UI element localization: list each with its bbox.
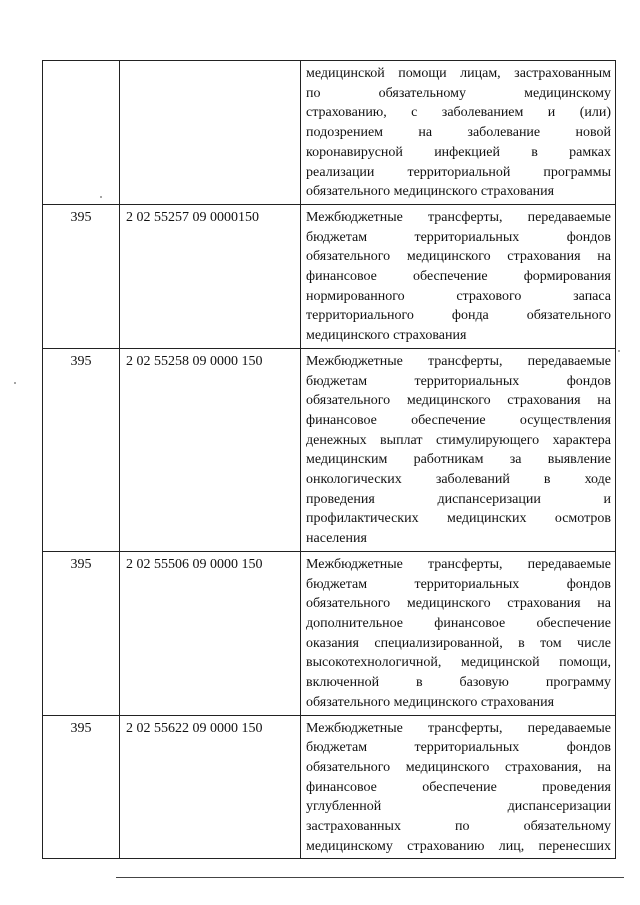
description-line: медицинским работникам за выявление — [306, 452, 611, 468]
budget-classification-code-cell: 2 02 55622 09 0000 150 — [120, 715, 301, 859]
description-text — [301, 349, 615, 551]
description-text — [301, 552, 615, 715]
description-line: обязательного медицинского страхования, на — [306, 759, 611, 775]
description-line: финансовое обеспечение проведения — [306, 779, 611, 795]
table-row — [43, 61, 616, 205]
admin-code-cell: 395 — [43, 348, 120, 551]
scan-speck — [100, 196, 102, 198]
admin-code-cell: 395 — [43, 551, 120, 715]
description-line: нормированного страхового запаса — [306, 288, 611, 304]
description-line: включенной в базовую программу — [306, 675, 611, 691]
description-line: обязательного медицинского страхования на — [306, 249, 611, 265]
admin-code-cell: 395 — [43, 715, 120, 859]
description-line: углубленной диспансеризации — [306, 799, 611, 815]
description-line: финансовое обеспечение формирования — [306, 269, 611, 285]
budget-classification-code-cell: 2 02 55258 09 0000 150 — [120, 348, 301, 551]
description-line: обязательного медицинского страхования — [306, 694, 555, 710]
description-line: Межбюджетные трансферты, передаваемые — [306, 353, 611, 369]
description-text — [301, 205, 615, 348]
admin-code-cell: 395 — [43, 204, 120, 348]
scan-speck — [14, 382, 16, 384]
description-line: обязательного медицинского страхования — [306, 184, 555, 200]
description-line: подозрением на заболевание новой — [306, 125, 611, 141]
budget-classification-code-cell — [120, 61, 301, 205]
table-row — [43, 715, 616, 859]
description-line: дополнительное финансовое обеспечение — [306, 615, 611, 631]
description-cell — [301, 61, 616, 205]
description-line: проведения диспансеризации и — [306, 491, 611, 507]
bottom-rule — [116, 877, 624, 878]
description-line: страхованию, с заболеванием и (или) — [306, 105, 611, 121]
description-line: финансовое обеспечение осуществления — [306, 412, 611, 428]
table-row — [43, 551, 616, 715]
table-row — [43, 348, 616, 551]
description-line: бюджетам территориальных фондов — [306, 229, 611, 245]
description-line: Межбюджетные трансферты, передаваемые — [306, 556, 611, 572]
description-text — [301, 61, 615, 204]
description-line: территориального фонда обязательного — [306, 308, 611, 324]
description-cell — [301, 348, 616, 551]
description-line: оказания специализированной, в том числе — [306, 635, 611, 651]
description-line: Межбюджетные трансферты, передаваемые — [306, 720, 611, 736]
budget-codes-table — [42, 60, 616, 859]
description-line: обязательного медицинского страхования на — [306, 596, 611, 612]
scan-speck — [618, 350, 620, 352]
description-line: Межбюджетные трансферты, передаваемые — [306, 209, 611, 225]
budget-classification-code-cell: 2 02 55506 09 0000 150 — [120, 551, 301, 715]
admin-code-cell — [43, 61, 120, 205]
description-line: профилактических медицинских осмотров — [306, 511, 611, 527]
description-line: по обязательному медицинскому — [306, 85, 611, 101]
description-text — [301, 716, 615, 859]
budget-classification-code-cell: 2 02 55257 09 0000150 — [120, 204, 301, 348]
description-line: медицинскому страхованию лиц, перенесших — [306, 838, 611, 854]
description-line: бюджетам территориальных фондов — [306, 373, 611, 389]
table-row — [43, 204, 616, 348]
description-line: коронавирусной инфекцией в рамках — [306, 144, 611, 160]
description-line: бюджетам территориальных фондов — [306, 576, 611, 592]
description-line: онкологических заболеваний в ходе — [306, 472, 611, 488]
description-cell — [301, 715, 616, 859]
description-line: денежных выплат стимулирующего характера — [306, 432, 611, 448]
table-body — [43, 61, 616, 859]
description-cell — [301, 204, 616, 348]
description-line: застрахованных по обязательному — [306, 819, 611, 835]
description-line: медицинского страхования — [306, 328, 467, 344]
description-line: бюджетам территориальных фондов — [306, 740, 611, 756]
description-cell — [301, 551, 616, 715]
description-line: обязательного медицинского страхования на — [306, 393, 611, 409]
description-line: реализации территориальной программы — [306, 164, 611, 180]
description-line: населения — [306, 531, 367, 547]
description-line: медицинской помощи лицам, застрахованным — [306, 66, 611, 81]
description-line: высокотехнологичной, медицинской помощи, — [306, 655, 611, 671]
